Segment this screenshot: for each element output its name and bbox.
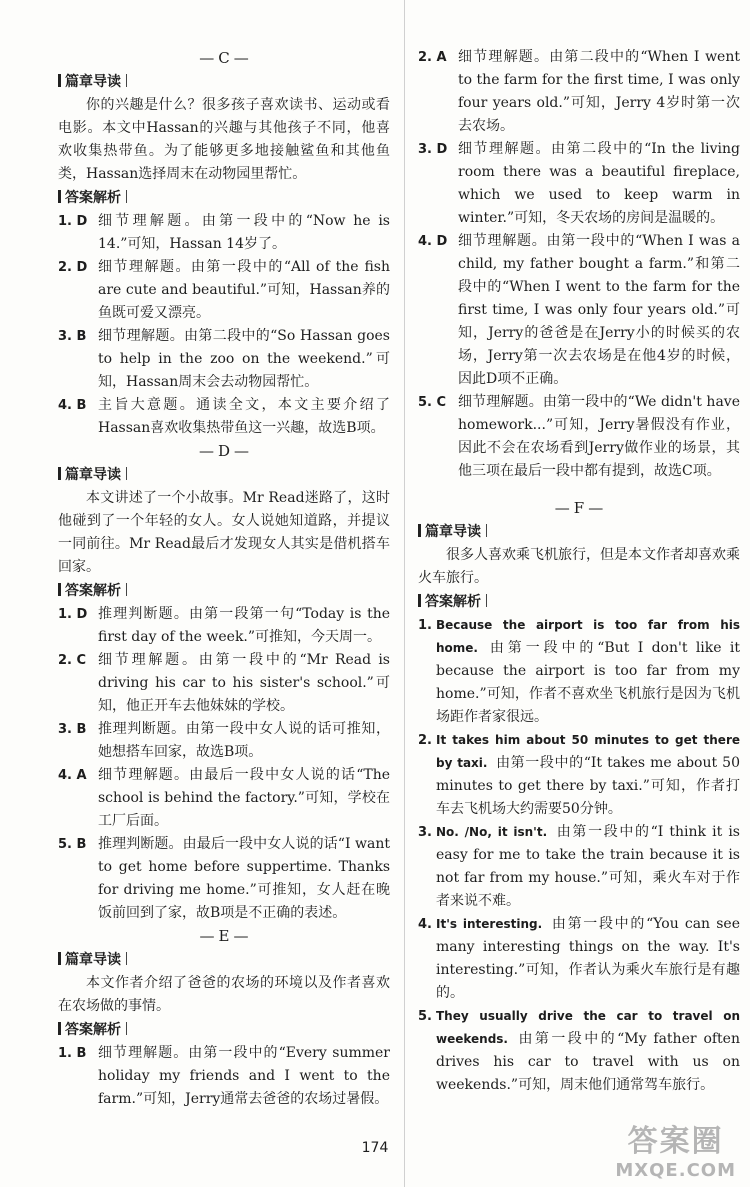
answer-label: 2. C <box>58 653 87 668</box>
answer-text: 细节理解题。由第二段中的“When I went to the farm for the first time, I was only four years old.”可知，Jerry 4岁时第一次去农场。 <box>458 49 740 134</box>
answer-label: 2. D <box>58 260 88 275</box>
answer-item <box>418 46 740 138</box>
answer-number: 2. <box>418 733 432 748</box>
section-title-f: — F — <box>418 497 740 520</box>
section-intro: 本文作者介绍了爸爸的农场的环境以及作者喜欢在农场做的事情。 <box>58 975 390 1014</box>
section-intro: 你的兴趣是什么？很多孩子喜欢读书、运动或看电影。本文中Hassan的兴趣与其他孩子不同，他喜欢收集热带鱼。为了能够更多地接触鲨鱼和其他鱼类，Hassan选择周末在动物园里帮忙。 <box>58 97 390 182</box>
answer-label: 4. B <box>58 398 87 413</box>
answer-key: It takes him about 50 minutes to get there by taxi. <box>436 733 740 770</box>
watermark-url: MXQE.COM <box>615 1160 736 1181</box>
answer-label: 4. A <box>58 768 87 783</box>
answer-item <box>58 764 390 833</box>
answer-item <box>58 603 390 649</box>
watermark-text: 答案圈 <box>627 1124 724 1159</box>
answer-item <box>418 821 740 913</box>
answer-text: 细节理解题。由最后一段中女人说的话“The school is behind the factory.”可知，学校在工厂后面。 <box>98 767 390 829</box>
answer-item <box>418 614 740 729</box>
answer-item <box>58 1042 390 1111</box>
answer-text: 由第一段中的“You can see many interesting things on the way. It's interesting.”可知，作者认为乘火车旅行是有趣的。 <box>436 916 740 1001</box>
answer-item <box>418 729 740 821</box>
intro-header: 篇章导读 <box>58 464 390 487</box>
answer-item <box>58 256 390 325</box>
answer-item <box>418 391 740 483</box>
answer-text: 由第一段中的“My father often drives his car to travel with us on weekends.”可知，周末他们通常驾车旅行。 <box>436 1031 740 1093</box>
answers-header: 答案解析 <box>418 591 740 614</box>
answer-label: 2. A <box>418 50 447 65</box>
answer-text: 主旨大意题。通读全文，本文主要介绍了Hassan喜欢收集热带鱼这一兴趣，故选B项。 <box>98 397 390 436</box>
page-number: 174 <box>361 1140 389 1156</box>
right-column <box>418 46 740 1097</box>
answer-item <box>58 394 390 440</box>
answer-item <box>58 718 390 764</box>
answer-item <box>58 210 390 256</box>
answer-number: 5. <box>418 1009 432 1024</box>
answer-text: 细节理解题。由第一段中的“When I was a child, my father bought a farm.”和第二段中的“When I went to the farm for the first time, I was only four years old.”可知，Jerry的爸爸是在Jerry小的时候买的农场，Jerry第一次去农场是在他4岁的时候，因此D项不正确。 <box>458 233 740 387</box>
answer-item <box>418 913 740 1005</box>
answer-label: 4. D <box>418 234 448 249</box>
answer-label: 1. D <box>58 607 88 622</box>
answer-text: 推理判断题。由最后一段中女人说的话“I want to get home before suppertime. Thanks for driving me home.”可推知，女人赶在晚饭前回到了家，故B项是不正确的表述。 <box>98 836 390 921</box>
answers-header: 答案解析 <box>58 187 390 210</box>
answer-text: 推理判断题。由第一段第一句“Today is the first day of the week.”可推知，今天周一。 <box>98 606 390 645</box>
section-title-e: — E — <box>58 925 390 948</box>
answers-header: 答案解析 <box>58 580 390 603</box>
column-divider <box>404 0 405 1187</box>
answer-text: 细节理解题。由第一段中的“All of the fish are cute and beautiful.”可知，Hassan养的鱼既可爱又漂亮。 <box>98 259 390 321</box>
answer-item <box>58 833 390 925</box>
answer-text: 细节理解题。由第一段中的“Every summer holiday my friends and I went to the farm.”可知，Jerry通常去爸爸的农场过暑假。 <box>98 1045 390 1107</box>
answer-number: 3. <box>418 825 432 840</box>
answer-item <box>418 230 740 391</box>
answer-key: Because the airport is too far from his home. <box>436 618 740 655</box>
answers-header: 答案解析 <box>58 1019 390 1042</box>
section-intro: 本文讲述了一个小故事。Mr Read迷路了，这时他碰到了一个年轻的女人。女人说她知道路，并提议一同前往。Mr Read最后才发现女人其实是借机搭车回家。 <box>58 490 390 575</box>
answer-text: 由第一段中的“But I don't like it because the airport is too far from my home.”可知，作者不喜欢坐飞机旅行是因为飞机场距作者家很远。 <box>436 640 740 725</box>
answer-key: No. /No, it isn't. <box>436 825 548 839</box>
answer-number: 1. <box>418 618 432 633</box>
answer-text: 由第一段中的“It takes me about 50 minutes to get there by taxi.”可知，作者打车去飞机场大约需要50分钟。 <box>436 755 740 817</box>
answer-key: They usually drive the car to travel on weekends. <box>436 1009 740 1046</box>
answer-text: 由第一段中的“I think it is easy for me to take the train because it is not far from my house.”可知，乘火车对于作者来说不难。 <box>436 824 740 909</box>
answer-text: 细节理解题。由第一段中的“Now he is 14.”可知，Hassan 14岁了。 <box>98 213 390 252</box>
answer-text: 推理判断题。由第一段中女人说的话可推知，她想搭车回家，故选B项。 <box>98 721 390 760</box>
section-title-c: — C — <box>58 47 390 70</box>
answer-label: 1. B <box>58 1046 87 1061</box>
answer-text: 细节理解题。由第二段中的“In the living room there was a beautiful fireplace, which we used to keep warm in winter.”可知，冬天农场的房间是温暖的。 <box>458 141 740 226</box>
answer-item <box>418 138 740 230</box>
answer-label: 5. B <box>58 837 87 852</box>
answer-text: 细节理解题。由第一段中的“We didn't have homework...”可知，Jerry暑假没有作业，因此不会在农场看到Jerry做作业的场景，其他三项在最后一段中都有提到，故选C项。 <box>458 394 740 479</box>
section-intro: 很多人喜欢乘飞机旅行，但是本文作者却喜欢乘火车旅行。 <box>418 547 740 586</box>
answer-label: 5. C <box>418 395 447 410</box>
answer-item <box>58 649 390 718</box>
answer-label: 3. B <box>58 722 87 737</box>
answer-number: 4. <box>418 917 432 932</box>
answer-text: 细节理解题。由第二段中的“So Hassan goes to help in the zoo on the weekend.”可知，Hassan周末会去动物园帮忙。 <box>98 328 390 390</box>
intro-header: 篇章导读 <box>58 949 390 972</box>
answer-key: It's interesting. <box>436 917 543 931</box>
watermark-logo <box>615 1116 736 1181</box>
answer-label: 3. D <box>418 142 448 157</box>
answer-label: 1. D <box>58 214 88 229</box>
intro-header: 篇章导读 <box>418 521 740 544</box>
answer-item <box>418 1005 740 1097</box>
answer-text: 细节理解题。由第一段中的“Mr Read is driving his car to his sister's school.”可知，他正开车去他妹妹的学校。 <box>98 652 390 714</box>
answer-item <box>58 325 390 394</box>
intro-header: 篇章导读 <box>58 71 390 94</box>
left-column <box>58 0 390 1111</box>
section-title-d: — D — <box>58 440 390 463</box>
answer-label: 3. B <box>58 329 87 344</box>
